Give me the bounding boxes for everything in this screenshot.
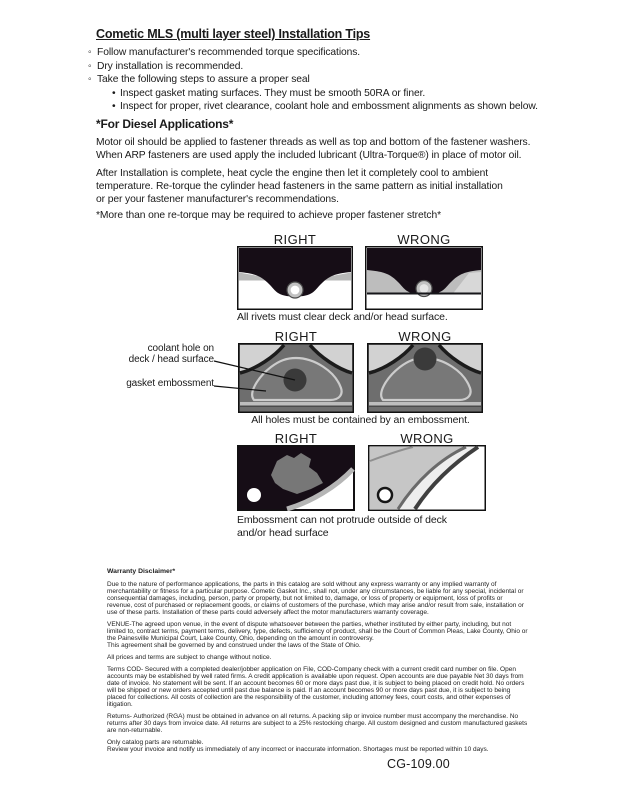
- embossment-caption: All holes must be contained by an embossment.: [251, 414, 470, 426]
- paragraph-line: Motor oil should be applied to fastener threads as well as top and bottom of the fastener washers.: [96, 137, 531, 148]
- diesel-applications-heading: *For Diesel Applications*: [96, 117, 234, 131]
- wrong-label: WRONG: [397, 232, 451, 247]
- list-item-text: Take the following steps to assure a proper seal: [97, 74, 310, 85]
- page-title: Cometic MLS (multi layer steel) Installation Tips: [96, 27, 371, 41]
- sub-list-item: [112, 87, 538, 101]
- gasket-embossment-annotation: gasket embossment: [126, 378, 214, 389]
- list-item: [88, 73, 538, 87]
- coolant-hole-icon: [414, 348, 437, 371]
- bolt-hole-icon: [378, 488, 392, 502]
- catalog-number: CG-109.00: [387, 757, 450, 771]
- solid-bullet-icon: •: [112, 87, 116, 99]
- right-label: RIGHT: [274, 329, 318, 344]
- warranty-paragraph: Due to the nature of performance applications, the parts in this catalog are sold without any express warranty or any implied warranty of merchantability or fitness for a particular purpose. Cometic Gasket Inc., shall not, under any circumstances, be liable for any special, incidental or consequential damages, including, person, party or property, but not limited to, damage, or loss of property or equipment, loss of profits or revenue, cost of purchased or replacement goods, or claims of customers of the purchase, which may arise and/or result from sale, installation or use of these parts. Installation of these parts could adversely affect the motor manufacturers warranty coverage.: [107, 581, 524, 616]
- warranty-paragraph: Only catalog parts are returnable.: [107, 739, 204, 746]
- rivet-wrong-diagram: [365, 246, 483, 315]
- sub-list-item: [112, 100, 538, 114]
- hollow-bullet-icon: ◦: [88, 74, 92, 85]
- protrusion-caption: Embossment can not protrude outside of deck and/or head surface: [237, 514, 447, 539]
- warranty-paragraph: This agreement shall be governed by and construed under the laws of the State of Ohio.: [107, 642, 361, 649]
- embossment-wrong-diagram: [367, 343, 483, 418]
- paragraph-line: After Installation is complete, heat cycle the engine then let it completely cool to ambient: [96, 168, 489, 179]
- list-item-text: Follow manufacturer's recommended torque specifications.: [97, 47, 361, 58]
- rivet-right-diagram: [237, 246, 353, 315]
- diesel-paragraph-1: [96, 136, 530, 162]
- warranty-paragraph: Terms COD- Secured with a completed dealer/jobber application on File, COD-Company check with a current credit card number on file. Open accounts may be established by well rated firms. A credit application is available upon request. Open accounts are due payable Net 30 days from date of invoice. No statement will be sent. If an account becomes 60 or more days past due, it is subject to being placed on credit hold. No orders will be shipped or new orders accepted until past due balance is paid. If an account becomes 90 or more days past due, it is subject to being placed for collections. All costs of collection are the responsibility of the customer, including attorney fees, court costs, and other expenses of litigation.: [107, 666, 525, 708]
- protrusion-right-diagram: [237, 445, 355, 516]
- protrusion-wrong-diagram: [368, 445, 486, 516]
- wrong-label: WRONG: [398, 329, 452, 344]
- paragraph-line: *More than one re-torque may be required to achieve proper fastener stretch*: [96, 210, 441, 221]
- warranty-paragraph: Returns- Authorized (RGA) must be obtained in advance on all returns. A packing slip or invoice number must accompany the merchandise. No returns after 30 days from invoice date. All returns are subject to a 25% restocking charge. All custom designed and custom manufactured gaskets are non-returnable.: [107, 713, 528, 734]
- retorque-note: [96, 209, 441, 222]
- list-item-text: Inspect gasket mating surfaces. They must be smooth 50RA or finer.: [120, 87, 426, 99]
- paragraph-line: When ARP fasteners are used apply the included lubricant (Ultra-Torque®) in place of motor oil.: [96, 150, 522, 162]
- rivet-caption: All rivets must clear deck and/or head surface.: [237, 311, 448, 323]
- warranty-heading: Warranty Disclaimer*: [107, 568, 176, 575]
- bolt-hole-icon: [247, 488, 261, 502]
- warranty-paragraph: All prices and terms are subject to change without notice.: [107, 654, 272, 661]
- installation-tips-list: [88, 46, 538, 114]
- annotation-leader-lines: [213, 355, 303, 397]
- paragraph-line: or per your fastener manufacturer's recommendations.: [96, 194, 339, 206]
- wrong-label: WRONG: [400, 431, 454, 446]
- coolant-hole-annotation: coolant hole on deck / head surface: [128, 343, 214, 365]
- diesel-paragraph-2: [96, 167, 503, 207]
- warranty-disclaimer-section: [107, 568, 528, 758]
- warranty-paragraph: Review your invoice and notify us immediately of any incorrect or inaccurate information. Shortages must be reported within 10 days.: [107, 746, 489, 753]
- right-label: RIGHT: [274, 431, 318, 446]
- list-item-text: Dry installation is recommended.: [97, 60, 244, 72]
- list-item: [88, 46, 538, 60]
- hollow-bullet-icon: ◦: [88, 47, 92, 58]
- list-item-text: Inspect for proper, rivet clearance, coolant hole and embossment alignments as shown below.: [120, 101, 538, 112]
- paragraph-line: temperature. Re-torque the cylinder head fasteners in the same pattern as initial installation: [96, 181, 503, 193]
- warranty-paragraph: VENUE-The agreed upon venue, in the event of dispute whatsoever between the parties, whether instituted by either party, including, but not limited to, contract terms, payment terms, delivery, type, defects, sufficiency of product, shall be the Court of Common Pleas, Lake County, Ohio or the Painesville Municipal Court, Lake County, Ohio, depending on the amount in controversy.: [107, 621, 528, 642]
- hollow-bullet-icon: ◦: [88, 60, 92, 72]
- list-item: [88, 60, 538, 74]
- solid-bullet-icon: •: [112, 101, 116, 112]
- right-label: RIGHT: [273, 232, 317, 247]
